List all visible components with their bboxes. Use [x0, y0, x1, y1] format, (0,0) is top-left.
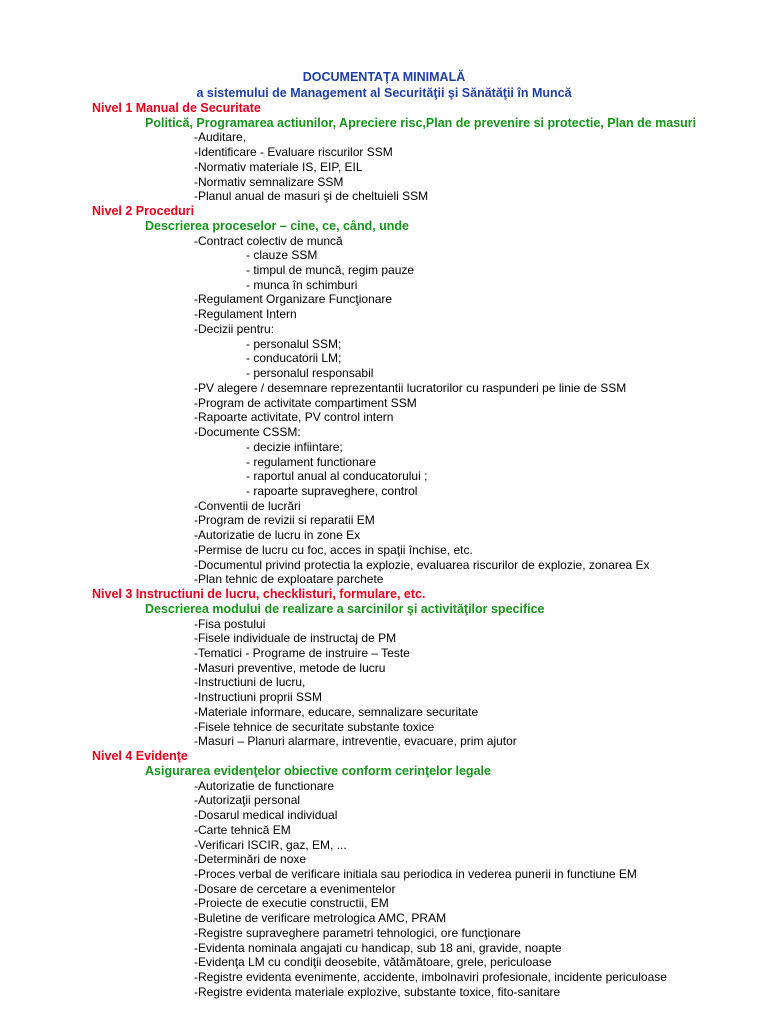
list-item: -Masuri – Planuri alarmare, intreventie, evacuare, prim ajutor	[194, 734, 517, 749]
level-subheading: Descrierea modului de realizare a sarcinilor şi activităţilor specifice	[145, 601, 545, 616]
list-item: -Materiale informare, educare, semnalizare securitate	[194, 704, 479, 719]
list-item: -Registre evidenta evenimente, accidente, imbolnaviri profesionale, incidente periculoase	[194, 970, 667, 985]
list-item: -Dosare de cercetare a evenimentelor	[194, 881, 396, 896]
sub-list-item: - clauze SSM	[246, 248, 318, 263]
list-item: -Fisele tehnice de securitate substante toxice	[194, 719, 435, 734]
sub-list-item: - munca în schimburi	[246, 277, 358, 292]
level-subheading: Descrierea proceselor – cine, ce, când, unde	[145, 218, 410, 233]
sub-list-item: - raportul anual al conducatorului ;	[246, 469, 428, 484]
list-item: -Fisa postului	[194, 616, 266, 631]
list-item: -Decizii pentru:	[194, 321, 275, 336]
list-item: -Regulament Intern	[194, 307, 297, 322]
level-heading: Nivel 2 Proceduri	[92, 204, 195, 219]
list-item: -Documente CSSM:	[194, 425, 301, 440]
list-item: -Regulament Organizare Funcţionare	[194, 292, 393, 307]
list-item: -Registre supraveghere parametri tehnologici, ore funcţionare	[194, 925, 521, 940]
list-item: -Proces verbal de verificare initiala sau periodica in vederea punerii in functiune EM	[194, 866, 637, 881]
sub-list-item: - personalul SSM;	[246, 336, 342, 351]
document-title: DOCUMENTAŢA MINIMALĂ	[302, 70, 466, 84]
list-item: -Verificari ISCIR, gaz, EM, ...	[194, 837, 347, 852]
list-item: -Determinări de noxe	[194, 852, 307, 867]
list-item: -Identificare - Evaluare riscurilor SSM	[194, 145, 393, 160]
list-item: -Conventii de lucrări	[194, 498, 301, 513]
list-item: -Instructiuni proprii SSM	[194, 690, 323, 705]
level-heading: Nivel 1 Manual de Securitate	[92, 101, 261, 115]
list-item: -Contract colectiv de muncă	[194, 233, 343, 248]
list-item: -Planul anual de masuri şi de cheltuieli SSM	[194, 189, 429, 204]
list-item: -Fisele individuale de instructaj de PM	[194, 631, 397, 646]
list-item: -Permise de lucru cu foc, acces in spaţii închise, etc.	[194, 542, 473, 557]
list-item: -Registre evidenta materiale explozive, substante toxice, fito-sanitare	[194, 984, 561, 999]
level-subheading: Asigurarea evidenţelor obiective conform cerinţelor legale	[145, 763, 491, 778]
sub-list-item: - decizie infiintare;	[246, 439, 343, 454]
list-item: -Dosarul medical individual	[194, 808, 338, 823]
list-item: -Program de activitate compartiment SSM	[194, 395, 417, 410]
list-item: -Auditare,	[194, 130, 247, 145]
list-item: -Masuri preventive, metode de lucru	[194, 660, 386, 675]
sub-list-item: - timpul de muncă, regim pauze	[246, 263, 415, 278]
list-item: -Proiecte de executie constructii, EM	[194, 896, 389, 911]
sub-list-item: - conducatorii LM;	[246, 351, 342, 366]
list-item: -Autorizatie de functionare	[194, 778, 335, 793]
list-item: -Tematici - Programe de instruire – Teste	[194, 646, 410, 660]
level-heading: Nivel 4 Evidenţe	[92, 749, 188, 764]
list-item: -Evidenţa LM cu condiţii deosebite, vătămătoare, grele, periculoase	[194, 955, 552, 970]
list-item: -Instructiuni de lucru,	[194, 675, 306, 690]
list-item: -Normativ materiale IS, EIP, EIL	[194, 159, 363, 174]
level-subheading: Politică, Programarea actiunilor, Apreciere risc,Plan de prevenire si protectie, Plan de masuri	[145, 115, 697, 130]
document-subtitle: a sistemului de Management al Securităţii şi Sănătăţii în Muncă	[196, 86, 572, 100]
sub-list-item: - rapoarte supraveghere, control	[246, 483, 418, 498]
list-item: -Autorizatie de lucru in zone Ex	[194, 528, 361, 543]
list-item: -Carte tehnică EM	[194, 822, 291, 837]
list-item: -Evidenta nominala angajati cu handicap, sub 18 ani, gravide, noapte	[194, 940, 562, 955]
list-item: -Normativ semnalizare SSM	[194, 174, 344, 189]
sub-list-item: - personalul responsabil	[246, 366, 374, 381]
list-item: -Plan tehnic de exploatare parchete	[194, 572, 384, 587]
list-item: -Documentul privind protectia la explozie, evaluarea riscurilor de explozie, zonarea Ex	[194, 557, 650, 572]
list-item: -Buletine de verificare metrologica AMC, PRAM	[194, 911, 447, 926]
sub-list-item: - regulament functionare	[246, 454, 377, 469]
level-heading: Nivel 3 Instructiuni de lucru, checklisturi, formulare, etc.	[92, 587, 426, 602]
list-item: -Program de revizii si reparatii EM	[194, 513, 375, 528]
list-item: -PV alegere / desemnare reprezentantii lucratorilor cu raspunderi pe linie de SSM	[194, 380, 627, 395]
list-item: -Autorizaţii personal	[194, 793, 301, 808]
list-item: -Rapoarte activitate, PV control intern	[194, 410, 394, 425]
